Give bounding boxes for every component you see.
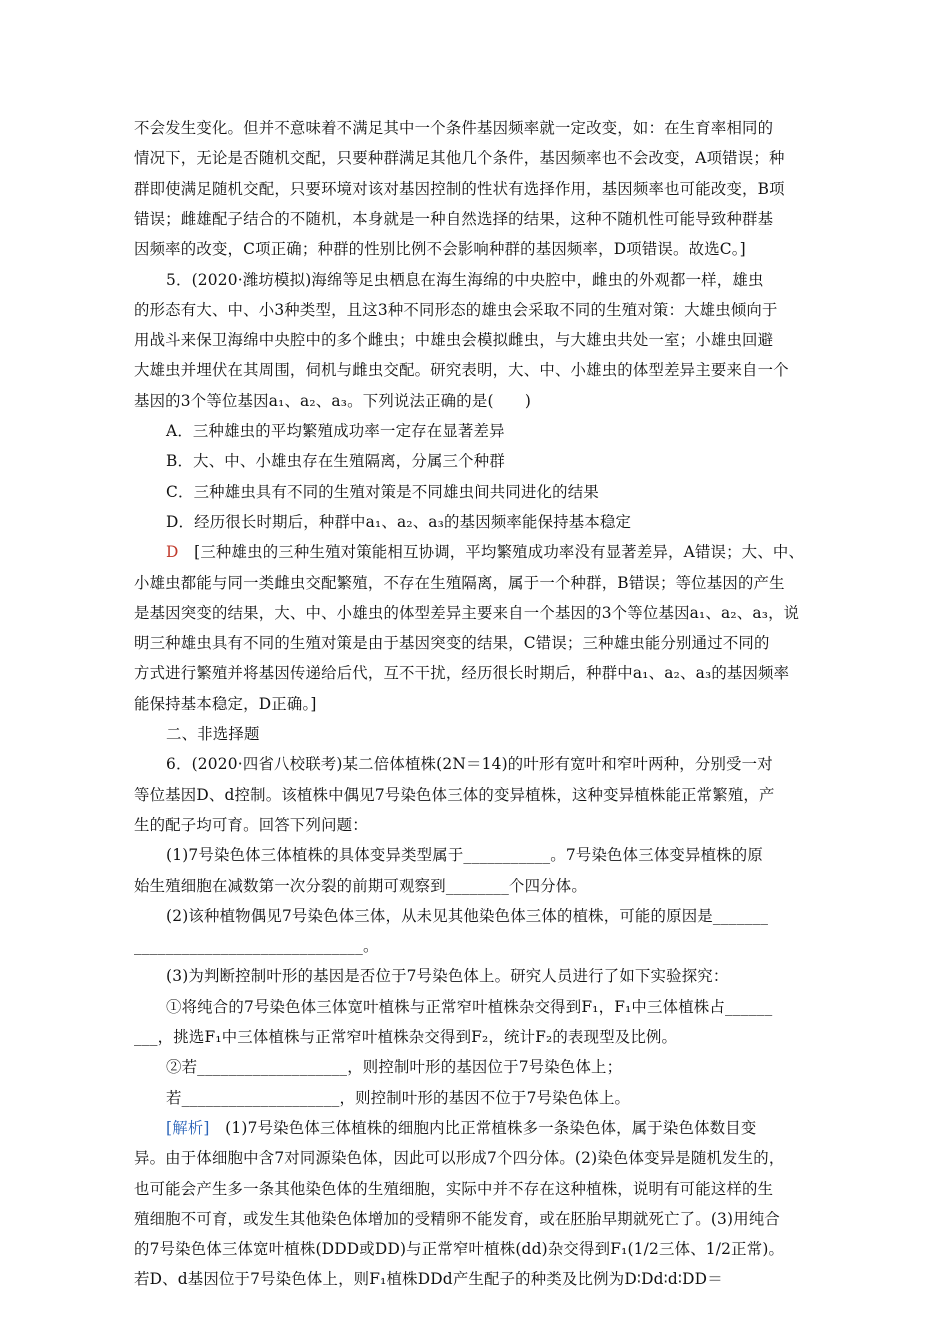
line-text: (1)7号染色体三体植株的具体变异类型属于___________。7号染色体三体变异植株的原	[166, 846, 763, 865]
text-line	[166, 1118, 756, 1138]
text-line	[166, 421, 505, 441]
line-text: 二、非选择题	[166, 725, 260, 743]
line-text: 小雄虫都能与同一类雌虫交配繁殖，不存在生殖隔离，属于一个种群，B错误；等位基因的产生	[134, 573, 785, 592]
text-line	[134, 209, 773, 229]
text-line	[134, 663, 789, 683]
line-text: 5．(2020·潍坊模拟)海绵等足虫栖息在海生海绵的中央腔中，雌虫的外观都一样，雄虫	[166, 270, 764, 289]
text-line	[134, 1027, 677, 1047]
text-line	[134, 633, 770, 653]
line-text: 情况下，无论是否随机交配，只要种群满足其他几个条件，基因频率也不会改变，A项错误；种	[134, 149, 785, 168]
text-line	[134, 118, 773, 138]
line-text: D．经历很长时期后，种群中a₁、a₂、a₃的基因频率能保持基本稳定	[166, 512, 632, 531]
line-text: 始生殖细胞在减数第一次分裂的前期可观察到________个四分体。	[134, 876, 587, 895]
line-text: 的形态有大、中、小3种类型，且这3种不同形态的雄虫会采取不同的生殖对策：大雄虫倾向于	[134, 300, 778, 319]
text-line	[134, 360, 789, 380]
text-line	[166, 724, 260, 744]
text-line	[134, 179, 785, 199]
text-line	[166, 906, 768, 926]
line-text: 方式进行繁殖并将基因传递给后代，互不干扰，经历很长时期后，种群中a₁、a₂、a₃的基因频率	[134, 664, 790, 683]
line-text: [三种雄虫的三种生殖对策能相互协调，平均繁殖成功率没有显著差异，A错误；大、中、	[178, 543, 805, 562]
text-line	[166, 542, 804, 562]
line-text: 大雄虫并埋伏在其周围，伺机与雌虫交配。研究表明，大、中、小雄虫的体型差异主要来自一个	[134, 361, 789, 380]
text-line	[134, 603, 799, 623]
text-line	[134, 300, 778, 320]
line-text: 也可能会产生多一条其他染色体的生殖细胞，实际中并不存在这种植株，说明有可能这样的生	[134, 1179, 774, 1198]
line-text: ②若___________________，则控制叶形的基因位于7号染色体上；	[166, 1058, 623, 1077]
line-text: 基因的3个等位基因a₁、a₂、a₃。下列说法正确的是( )	[134, 391, 532, 410]
text-line	[166, 512, 631, 532]
line-text: 用战斗来保卫海绵中央腔中的多个雌虫；中雄虫会模拟雌虫，与大雄虫共处一室；小雄虫回避	[134, 331, 774, 350]
text-line	[134, 876, 587, 896]
text-line	[166, 997, 772, 1017]
text-line	[134, 1148, 784, 1168]
line-text: 生的配子均可育。回答下列问题：	[134, 815, 368, 834]
line-text: 的7号染色体三体宽叶植株(DDD或DD)与正常窄叶植株(dd)杂交得到F₁(1/2三体、1/2正常)。	[134, 1240, 785, 1259]
text-line	[166, 845, 763, 865]
text-line	[134, 1239, 784, 1259]
line-text: 不会发生变化。但并不意味着不满足其中一个条件基因频率就一定改变，如：在生育率相同的	[134, 119, 774, 137]
text-line	[134, 573, 785, 593]
text-line	[134, 694, 317, 714]
line-text: 若____________________，则控制叶形的基因不位于7号染色体上。	[166, 1088, 631, 1107]
line-text: ___，挑选F₁中三体植株与正常窄叶植株杂交得到F₂，统计F₂的表现型及比例。	[134, 1028, 678, 1046]
text-line	[134, 815, 368, 835]
text-line	[134, 239, 746, 259]
text-line	[166, 451, 505, 471]
text-line	[134, 785, 775, 805]
line-text: 异。由于体细胞中含7对同源染色体，因此可以形成7个四分体。(2)染色体变异是随机发生的，	[134, 1149, 785, 1168]
analysis-label: [解析]	[166, 1118, 210, 1137]
text-line	[134, 391, 531, 411]
line-text: (3)为判断控制叶形的基因是否位于7号染色体上。研究人员进行了如下实验探究：	[166, 967, 729, 986]
line-text: (2)该种植物偶见7号染色体三体，从未见其他染色体三体的植株，可能的原因是_______	[166, 906, 769, 925]
line-text: 能保持基本稳定，D正确。]	[134, 694, 317, 713]
text-line	[134, 330, 773, 350]
text-line	[166, 1057, 622, 1077]
line-text: _____________________________。	[134, 937, 379, 956]
text-line	[134, 1179, 773, 1199]
text-line	[134, 936, 379, 956]
text-line	[166, 754, 773, 774]
line-text: 是基因突变的结果，大、中、小雄虫的体型差异主要来自一个基因的3个等位基因a₁、a₂、a₃，说	[134, 603, 800, 622]
line-text: A．三种雄虫的平均繁殖成功率一定存在显著差异	[166, 422, 505, 440]
text-line	[134, 1269, 723, 1289]
line-text: 错误；雌雄配子结合的不随机，本身就是一种自然选择的结果，这种不随机性可能导致种群基	[134, 209, 774, 228]
text-line	[166, 966, 728, 986]
line-text: C．三种雄虫具有不同的生殖对策是不同雄虫间共同进化的结果	[166, 482, 599, 501]
text-line	[166, 482, 599, 502]
line-text: 等位基因D、d控制。该植株中偶见7号染色体三体的变异植株，这种变异植株能正常繁殖，产	[134, 785, 775, 804]
text-line	[166, 1088, 630, 1108]
line-text: 殖细胞不可育，或发生其他染色体增加的受精卵不能发育，或在胚胎早期就死亡了。(3)用纯合	[134, 1209, 781, 1228]
line-text: 因频率的改变，C项正确；种群的性别比例不会影响种群的基因频率，D项错误。故选C。]	[134, 240, 746, 259]
text-line	[134, 1209, 780, 1229]
line-text: 若D、d基因位于7号染色体上，则F₁植株DDd产生配子的种类及比例为D∶Dd∶d∶DD＝	[134, 1270, 723, 1289]
text-line	[166, 270, 764, 290]
text-line	[134, 148, 785, 168]
answer-label: D	[166, 543, 179, 562]
line-text: 6．(2020·四省八校联考)某二倍体植株(2N＝14)的叶形有宽叶和窄叶两种，分别受一对	[166, 755, 773, 774]
line-text: 明三种雄虫具有不同的生殖对策是由于基因突变的结果，C错误；三种雄虫能分别通过不同的	[134, 634, 770, 653]
line-text: (1)7号染色体三体植株的细胞内比正常植株多一条染色体，属于染色体数目变	[209, 1118, 757, 1137]
line-text: B．大、中、小雄虫存在生殖隔离，分属三个种群	[166, 452, 505, 471]
line-text: ①将纯合的7号染色体三体宽叶植株与正常窄叶植株杂交得到F₁，F₁中三体植株占______	[166, 997, 773, 1016]
line-text: 群即使满足随机交配，只要环境对该对基因控制的性状有选择作用，基因频率也可能改变，B项	[134, 179, 785, 198]
